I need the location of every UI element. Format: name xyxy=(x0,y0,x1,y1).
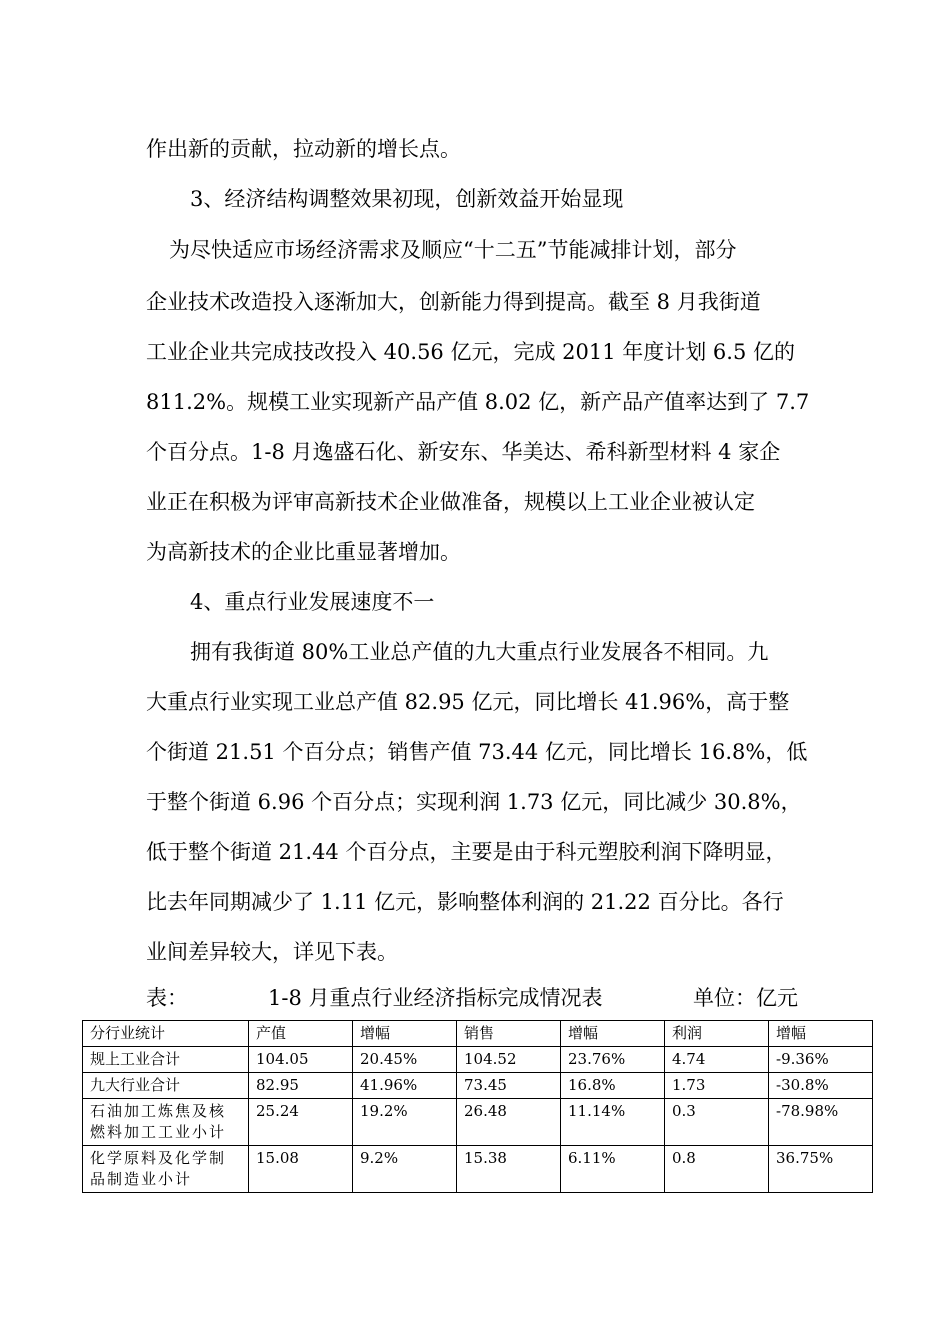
paragraph-line: 大重点行业实现工业总产值 82.95 亿元，同比增长 41.96%，高于整 xyxy=(146,690,790,714)
table-header-cell: 增幅 xyxy=(561,1021,665,1047)
table-header-cell: 增幅 xyxy=(353,1021,457,1047)
paragraph-line: 业间差异较大，详见下表。 xyxy=(146,940,398,964)
table-cell: -78.98% xyxy=(769,1099,873,1146)
table-row xyxy=(83,1099,873,1146)
table-header-row xyxy=(83,1021,873,1047)
table-header-cell: 分行业统计 xyxy=(83,1021,249,1047)
paragraph-line: 低于整个街道 21.44 个百分点，主要是由于科元塑胶利润下降明显， xyxy=(146,840,787,864)
table-caption-label: 表： xyxy=(146,986,188,1010)
table-cell: 82.95 xyxy=(249,1073,353,1099)
industry-indicator-table xyxy=(82,1020,873,1193)
table-cell: -30.8% xyxy=(769,1073,873,1099)
paragraph-line: 拥有我街道 80%工业总产值的九大重点行业发展各不相同。九 xyxy=(190,640,769,664)
table-cell: 化学原料及化学制品制造业小计 xyxy=(83,1146,249,1193)
paragraph-line: 企业技术改造投入逐渐加大，创新能力得到提高。截至 8 月我街道 xyxy=(146,290,761,314)
table-cell: 104.52 xyxy=(457,1047,561,1073)
table-caption-unit: 单位：亿元 xyxy=(693,986,798,1010)
table-header-cell: 产值 xyxy=(249,1021,353,1047)
table-cell: 20.45% xyxy=(353,1047,457,1073)
table-header-cell: 增幅 xyxy=(769,1021,873,1047)
section-heading-4: 4、重点行业发展速度不一 xyxy=(190,590,435,614)
paragraph-line: 为尽快适应市场经济需求及顺应“十二五”节能减排计划，部分 xyxy=(169,238,737,262)
paragraph-line: 个百分点。1-8 月逸盛石化、新安东、华美达、希科新型材料 4 家企 xyxy=(146,440,781,464)
table-cell: 19.2% xyxy=(353,1099,457,1146)
table-caption xyxy=(146,985,806,1011)
table-row xyxy=(83,1073,873,1099)
paragraph-line: 个街道 21.51 个百分点；销售产值 73.44 亿元，同比增长 16.8%，低 xyxy=(146,740,808,764)
table-header-cell: 利润 xyxy=(665,1021,769,1047)
table-cell: 26.48 xyxy=(457,1099,561,1146)
table-cell: 0.8 xyxy=(665,1146,769,1193)
paragraph-line: 作出新的贡献，拉动新的增长点。 xyxy=(146,137,461,161)
paragraph-line: 为高新技术的企业比重显著增加。 xyxy=(146,540,461,564)
table-cell: 15.08 xyxy=(249,1146,353,1193)
paragraph-line: 于整个街道 6.96 个百分点；实现利润 1.73 亿元，同比减少 30.8%， xyxy=(146,790,802,814)
paragraph-line: 工业企业共完成技改投入 40.56 亿元，完成 2011 年度计划 6.5 亿的 xyxy=(146,340,796,364)
table-cell: 规上工业合计 xyxy=(83,1047,249,1073)
table-cell: -9.36% xyxy=(769,1047,873,1073)
table-row xyxy=(83,1146,873,1193)
table-cell: 41.96% xyxy=(353,1073,457,1099)
paragraph-line: 业正在积极为评审高新技术企业做准备，规模以上工业企业被认定 xyxy=(146,490,755,514)
section-heading-3: 3、经济结构调整效果初现，创新效益开始显现 xyxy=(190,187,624,211)
table-cell: 104.05 xyxy=(249,1047,353,1073)
table-cell: 1.73 xyxy=(665,1073,769,1099)
table-cell: 0.3 xyxy=(665,1099,769,1146)
table-cell: 4.74 xyxy=(665,1047,769,1073)
table-caption-title: 1-8 月重点行业经济指标完成情况表 xyxy=(268,986,603,1010)
paragraph-line: 811.2%。规模工业实现新产品产值 8.02 亿，新产品产值率达到了 7.7 xyxy=(146,390,810,414)
paragraph-line: 比去年同期减少了 1.11 亿元，影响整体利润的 21.22 百分比。各行 xyxy=(146,890,784,914)
table-cell: 九大行业合计 xyxy=(83,1073,249,1099)
table-cell: 15.38 xyxy=(457,1146,561,1193)
table-cell: 73.45 xyxy=(457,1073,561,1099)
table-cell: 16.8% xyxy=(561,1073,665,1099)
table-cell: 9.2% xyxy=(353,1146,457,1193)
table-cell: 25.24 xyxy=(249,1099,353,1146)
table-cell: 11.14% xyxy=(561,1099,665,1146)
table-cell: 23.76% xyxy=(561,1047,665,1073)
table-header-cell: 销售 xyxy=(457,1021,561,1047)
table-cell: 36.75% xyxy=(769,1146,873,1193)
table-cell: 6.11% xyxy=(561,1146,665,1193)
table-cell: 石油加工炼焦及核燃料加工工业小计 xyxy=(83,1099,249,1146)
table-row xyxy=(83,1047,873,1073)
